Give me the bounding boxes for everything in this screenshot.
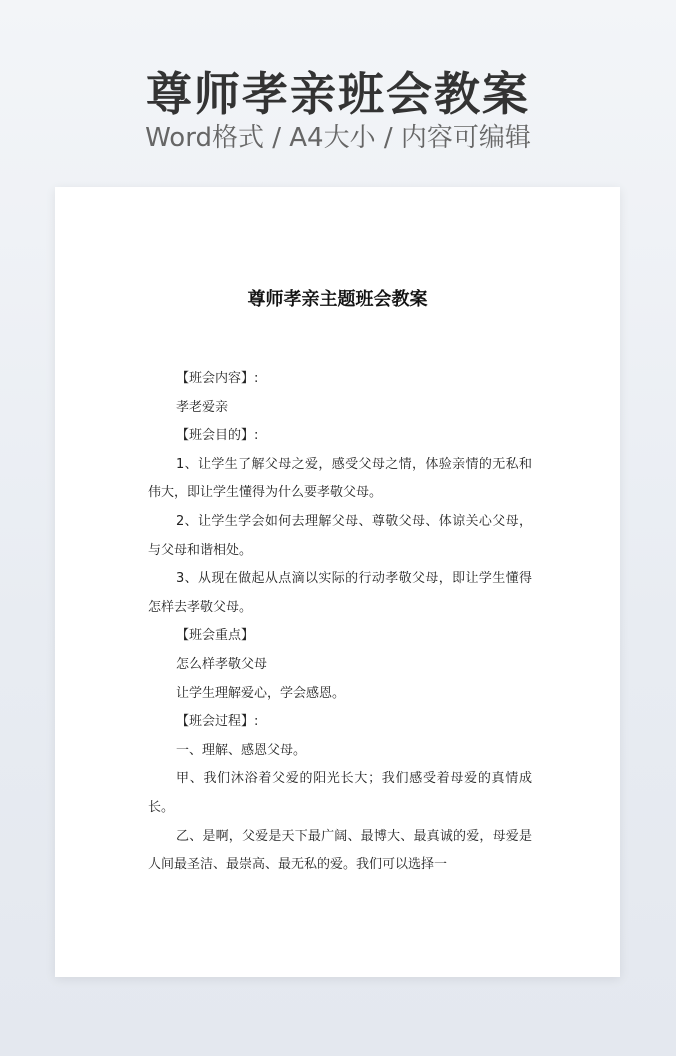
document-page bbox=[55, 187, 620, 977]
paragraph-focus-2: 让学生理解爱心，学会感恩。 bbox=[176, 685, 346, 701]
paragraph-purpose-3: 3、从现在做起从点滴以实际的行动孝敬父母，即让学生懂得怎样去孝敬父母。 bbox=[148, 571, 532, 615]
document-title: 尊师孝亲主题班会教案 bbox=[247, 289, 428, 310]
banner-subtitle: Word格式 / A4大小 / 内容可编辑 bbox=[145, 123, 531, 153]
paragraph-focus-1: 怎么样孝敬父母 bbox=[176, 656, 268, 672]
paragraph-process-3: 乙、是啊，父爱是天下最广阔、最博大、最真诚的爱，母爱是人间最圣洁、最崇高、最无私的爱。我们可以选择一 bbox=[148, 828, 532, 873]
document-body bbox=[148, 365, 532, 880]
paragraph-content: 孝老爱亲 bbox=[176, 399, 229, 415]
paragraph-purpose-2: 2、让学生学会如何去理解父母、尊敬父母、体谅关心父母，与父母和谐相处。 bbox=[148, 513, 532, 558]
paragraph-process-1: 一、理解、感恩父母。 bbox=[176, 742, 307, 758]
section-heading-process: 【班会过程】: bbox=[176, 714, 259, 730]
section-heading-purpose: 【班会目的】: bbox=[176, 428, 259, 444]
section-heading-focus: 【班会重点】 bbox=[176, 628, 255, 644]
banner-title: 尊师孝亲班会教案 bbox=[146, 67, 530, 121]
paragraph-process-2: 甲、我们沐浴着父爱的阳光长大；我们感受着母爱的真情成长。 bbox=[148, 771, 532, 815]
section-heading-content: 【班会内容】: bbox=[176, 371, 259, 386]
paragraph-purpose-1: 1、让学生了解父母之爱，感受父母之情，体验亲情的无私和伟大，即让学生懂得为什么要孝敬父母。 bbox=[148, 456, 532, 501]
